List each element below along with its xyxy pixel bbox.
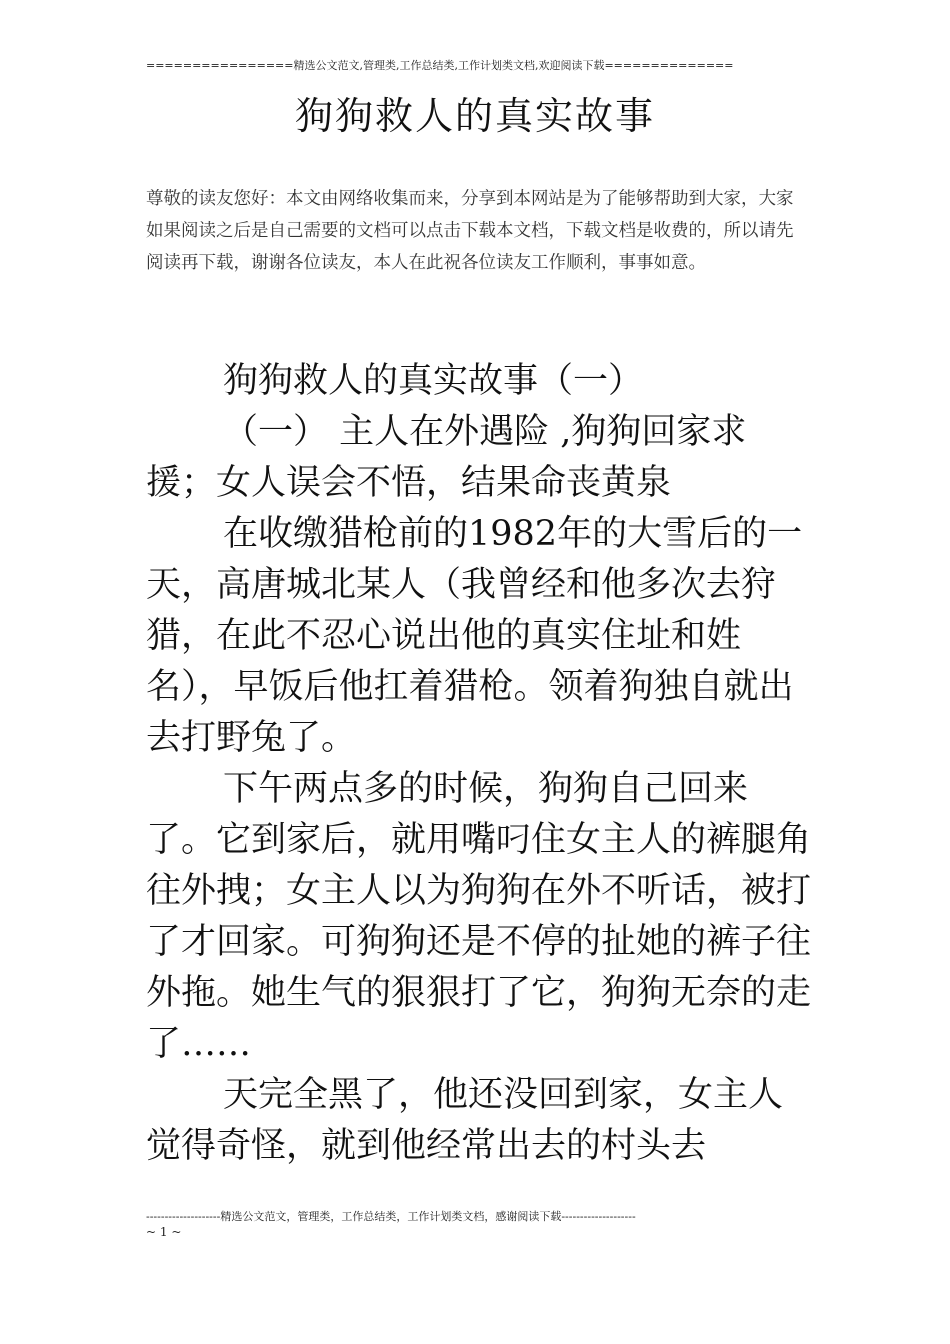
body-paragraph: 在收缴猎枪前的1982年的大雪后的一天，高唐城北某人（我曾经和他多次去狩猎，在此不忍心说出他的真实住址和姓名），早饭后他扛着猎枪。领着狗独自就出去打野兔了。 [146, 514, 803, 758]
page-footer: --------------------精选公文范文，管理类，工作总结类，工作计划类文档，感谢阅读下载-------------------- [146, 1210, 636, 1223]
subsection-heading: （一） 主人在外遇险 ,狗狗回家求援；女人误会不悟，结果命丧黄泉 [146, 412, 747, 503]
page-header: ================精选公文范文,管理类,工作总结类,工作计划类文档,欢迎阅读下载============== [146, 59, 734, 72]
page-number: ~ 1 ~ [146, 1225, 182, 1239]
article-body [146, 356, 816, 1172]
body-paragraph: 天完全黑了，他还没回到家，女主人觉得奇怪，就到他经常出去的村头去 [146, 1075, 784, 1166]
body-paragraph: 下午两点多的时候，狗狗自己回来了。它到家后，就用嘴叼住女主人的裤腿角往外拽；女主人以为狗狗在外不听话，被打了才回家。可狗狗还是不停的扯她的裤子往外拖。她生气的狠狠打了它，狗狗无奈的走了…… [146, 769, 812, 1064]
section-heading: 狗狗救人的真实故事（一） [223, 361, 644, 401]
document-title: 狗狗救人的真实故事 [294, 94, 655, 138]
intro-notice: 尊敬的读友您好：本文由网络收集而来，分享到本网站是为了能够帮助到大家，大家如果阅读之后是自己需要的文档可以点击下载本文档，下载文档是收费的，所以请先阅读再下载，谢谢各位读友，本人在此祝各位读友工作顺利，事事如意。 [146, 189, 794, 273]
